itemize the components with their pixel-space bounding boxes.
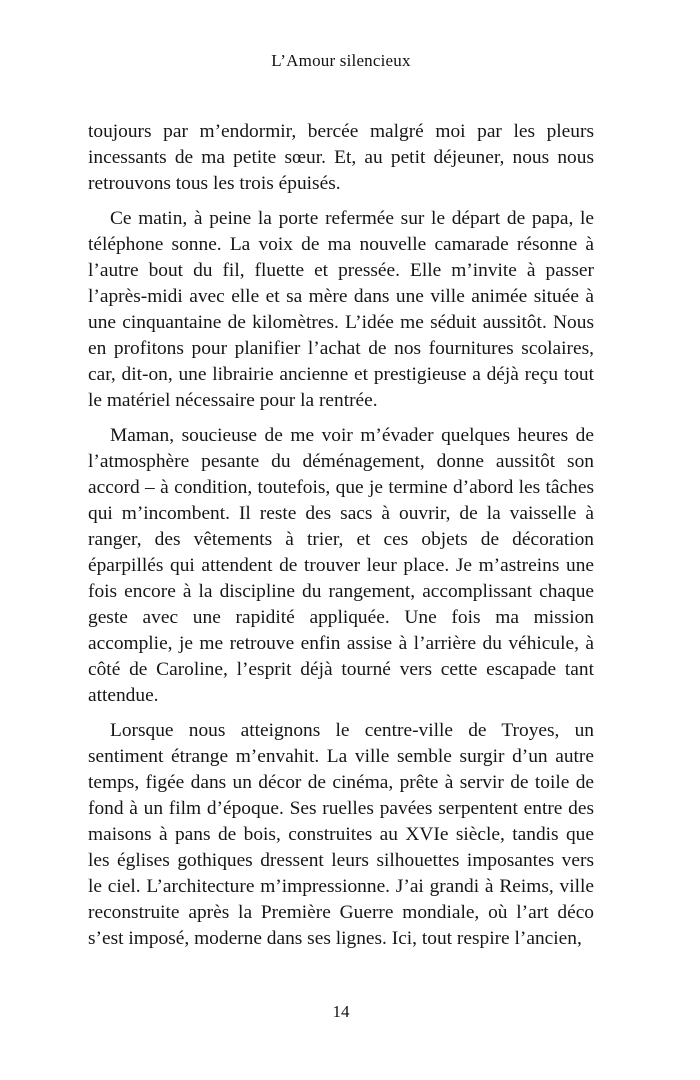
body-paragraph: toujours par m’endormir, bercée malgré moi par les pleurs incessants de ma petite sœur. Et, au petit déjeuner, nous nous retrouvons tous les trois épuisés.	[88, 121, 594, 194]
page-number: 14	[332, 1002, 350, 1021]
body-text	[88, 119, 594, 961]
body-paragraph: Ce matin, à peine la porte refermée sur le départ de papa, le téléphone sonne. La voix de ma nouvelle camarade résonne à l’autre bout du fil, fluette et pressée. Elle m’invite à passer l’après-midi avec elle et sa mère dans une ville animée située à une cinquantaine de kilomètres. L’idée me séduit aussitôt. Nous en profitons pour planifier l’achat de nos fournitures scolaires, car, dit-on, une librairie ancienne et prestigieuse a déjà reçu tout le matériel nécessaire pour la rentrée.	[88, 208, 594, 411]
body-paragraph: Lorsque nous atteignons le centre-ville de Troyes, un sentiment étrange m’envahit. La ville semble surgir d’un autre temps, figée dans un décor de cinéma, prête à servir de toile de fond à un film d’époque. Ses ruelles pavées serpentent entre des maisons à pans de bois, construites au XVIe siècle, tandis que les églises gothiques dressent leurs silhouettes imposantes vers le ciel. L’architecture m’impressionne. J’ai grandi à Reims, ville reconstruite après la Première Guerre mondiale, où l’art déco s’est imposé, moderne dans ses lignes. Ici, tout respire l’ancien,	[88, 720, 594, 949]
running-title: L’Amour silencieux	[271, 51, 411, 70]
body-paragraph: Maman, soucieuse de me voir m’évader quelques heures de l’atmosphère pesante du déménagement, donne aussitôt son accord – à condition, toutefois, que je termine d’abord les tâches qui m’incombent. Il reste des sacs à ouvrir, de la vaisselle à ranger, des vêtements à trier, et ces objets de décoration éparpillés qui attendent de trouver leur place. Je m’astreins une fois encore à la discipline du rangement, accomplissant chaque geste avec une rapidité appliquée. Une fois ma mission accomplie, je me retrouve enfin assise à l’arrière du véhicule, à côté de Caroline, l’esprit déjà tourné vers cette escapade tant attendue.	[88, 425, 594, 706]
